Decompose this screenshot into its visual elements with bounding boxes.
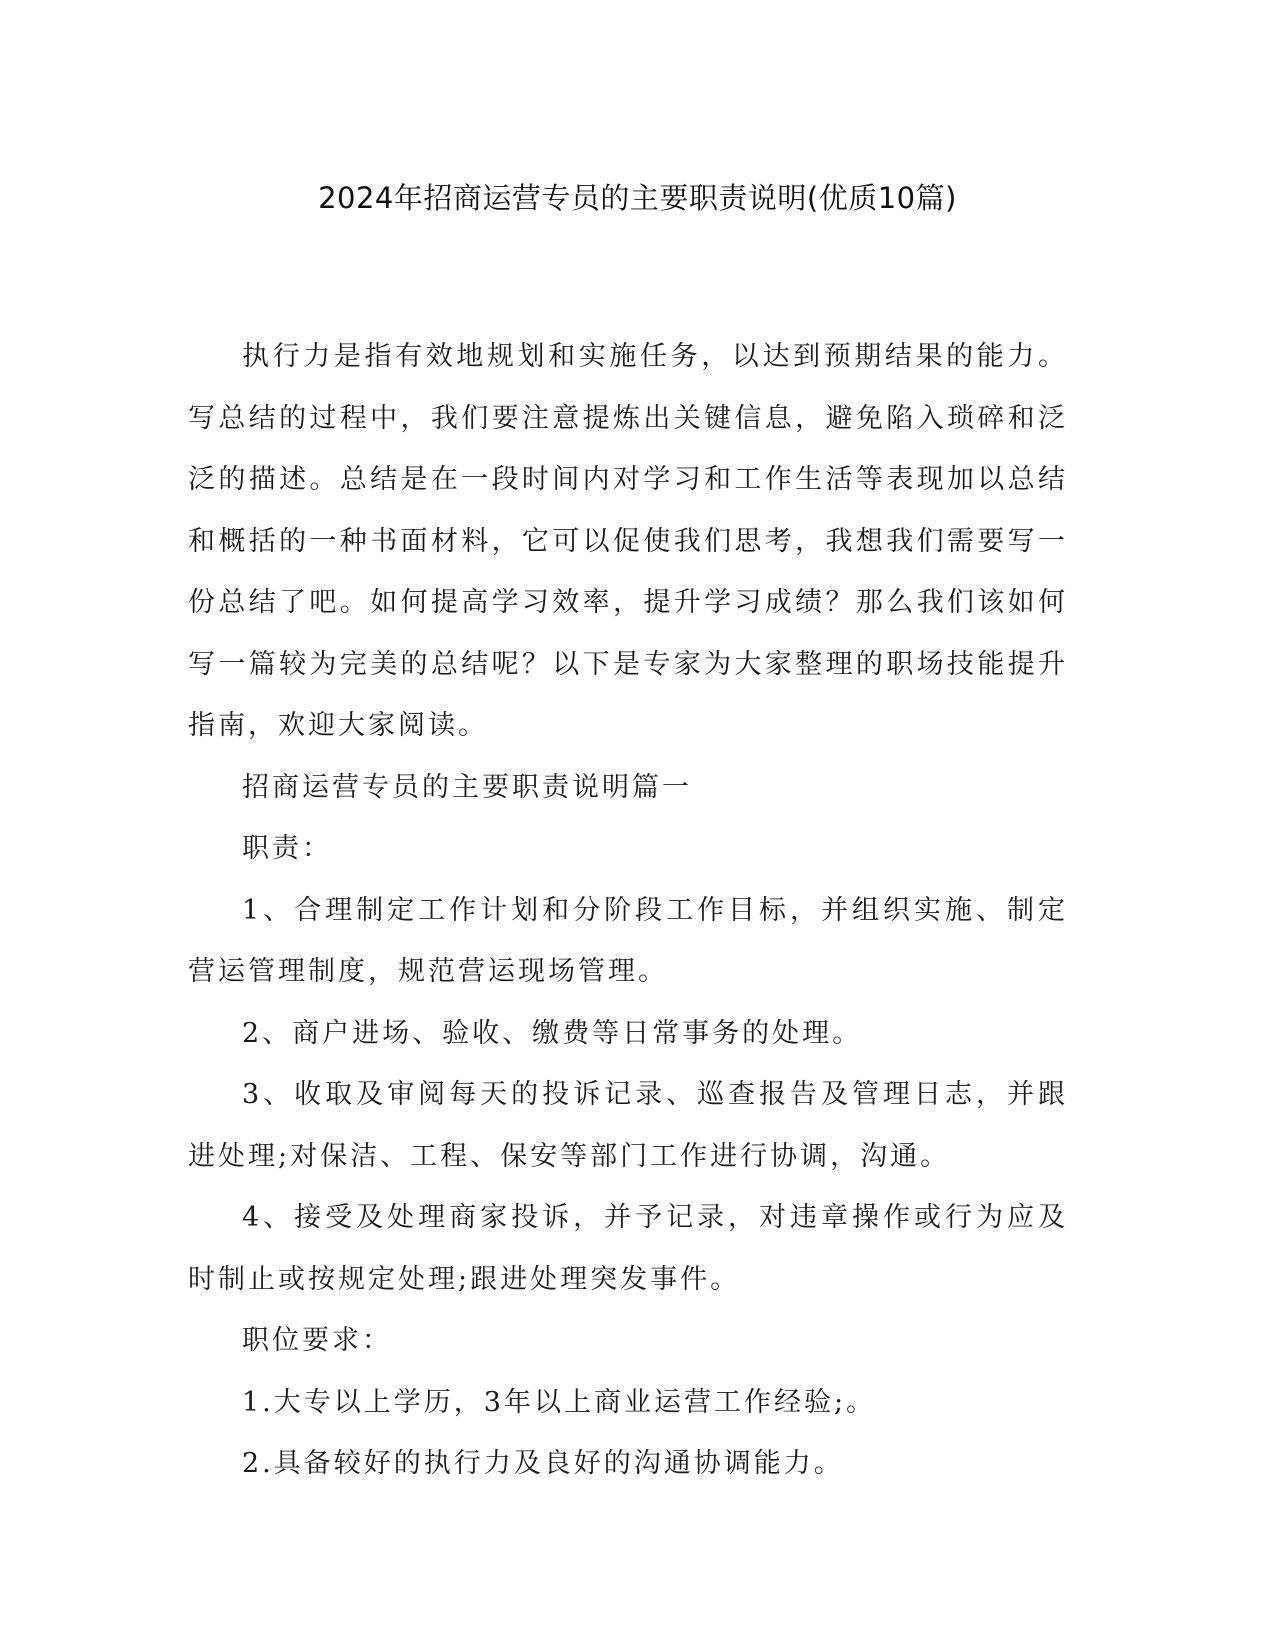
document-title: 2024年招商运营专员的主要职责说明(优质10篇) bbox=[318, 181, 957, 215]
duty-item: 2、商户进场、验收、缴费等日常事务的处理。 bbox=[242, 1017, 863, 1049]
section-heading: 招商运营专员的主要职责说明篇一 bbox=[242, 771, 692, 803]
requirements-label: 职位要求： bbox=[242, 1325, 392, 1356]
duty-item: 4、接受及处理商家投诉，并予记录，对违章操作或行为应及时制止或按规定处理;跟进处理突发事件。 bbox=[188, 1202, 1068, 1295]
duties-label: 职责： bbox=[242, 833, 332, 864]
intro-paragraph: 执行力是指有效地规划和实施任务，以达到预期结果的能力。写总结的过程中，我们要注意提炼出关键信息，避免陷入琐碎和泛泛的描述。总结是在一段时间内对学习和工作生活等表现加以总结和概括的一种书面材料，它可以促使我们思考，我想我们需要写一份总结了吧。如何提高学习效率，提升学习成绩？那么我们该如何写一篇较为完美的总结呢？以下是专家为大家整理的职场技能提升指南，欢迎大家阅读。 bbox=[188, 341, 1068, 741]
requirement-item: 2.具备较好的执行力及良好的沟通协调能力。 bbox=[242, 1448, 844, 1479]
duty-item: 1、合理制定工作计划和分阶段工作目标，并组织实施、制定营运管理制度，规范营运现场管理。 bbox=[188, 894, 1068, 987]
duty-item: 3、收取及审阅每天的投诉记录、巡查报告及管理日志，并跟进处理;对保洁、工程、保安等部门工作进行协调，沟通。 bbox=[188, 1079, 1068, 1172]
requirement-item: 1.大专以上学历，3年以上商业运营工作经验;。 bbox=[242, 1386, 877, 1418]
document-body bbox=[188, 326, 1068, 1495]
